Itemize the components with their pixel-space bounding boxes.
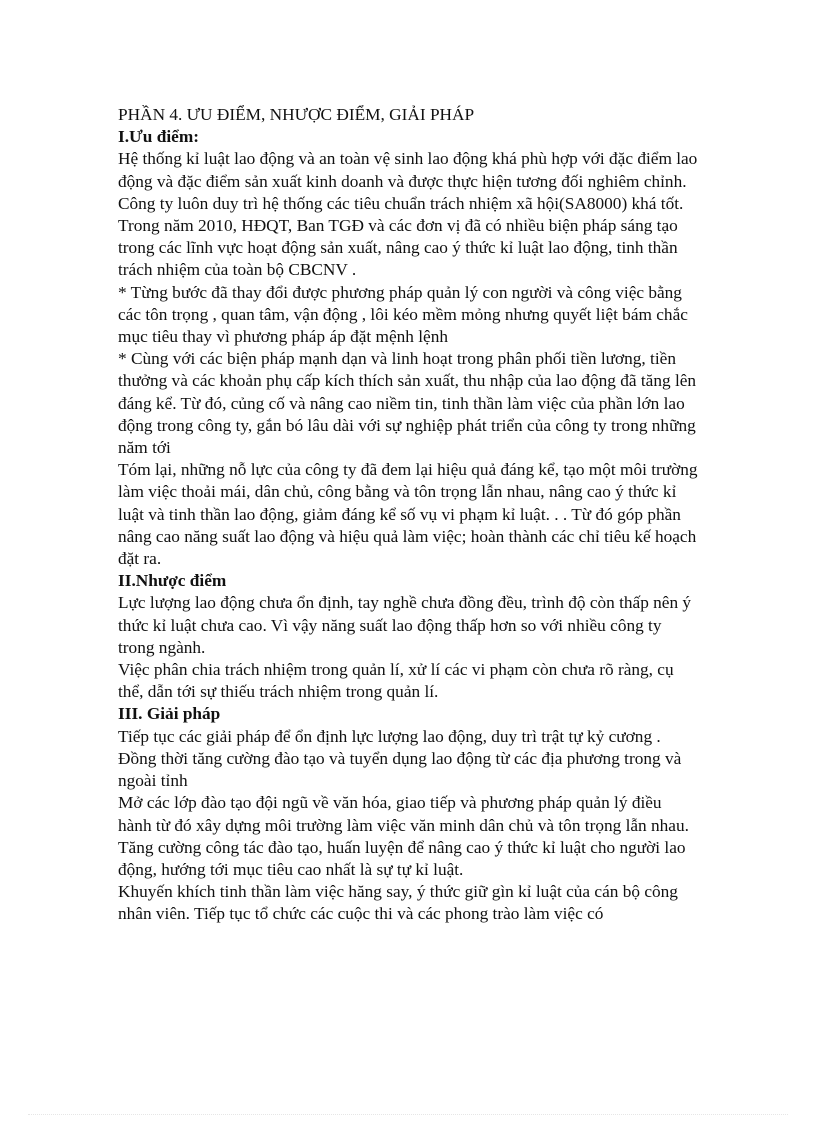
paragraph: Trong năm 2010, HĐQT, Ban TGĐ và các đơn vị đã có nhiều biện pháp sáng tạo trong các lĩnh vực hoạt động sản xuất, nâng cao ý thức kỉ luật lao động, tinh thần trách nhiệm của toàn bộ CBCNV .: [118, 216, 678, 280]
paragraph: Hệ thống kỉ luật lao động và an toàn vệ sinh lao động khá phù hợp với đặc điểm lao động và đặc điểm sản xuất kinh doanh và được thực hiện tương đối nghiêm chỉnh.: [118, 149, 698, 191]
paragraph: Việc phân chia trách nhiệm trong quản lí, xử lí các vi phạm còn chưa rõ ràng, cụ thể, dẫn tới sự thiếu trách nhiệm trong quản lí.: [118, 660, 674, 702]
paragraph: * Cùng với các biện pháp mạnh dạn và linh hoạt trong phân phối tiền lương, tiền thưởng và các khoản phụ cấp kích thích sản xuất, thu nhập của lao động đã tăng lên đáng kể. Từ đó, củng cố và nâng cao niềm tin, tinh thần làm việc của phần lớn lao động trong công ty, gắn bó lâu dài với sự nghiệp phát triển của công ty trong những năm tới: [118, 349, 697, 458]
document-title: PHẦN 4. ƯU ĐIỂM, NHƯỢC ĐIỂM, GIẢI PHÁP: [118, 105, 475, 124]
section-heading-solutions: III. Giải pháp: [118, 704, 221, 724]
paragraph: * Từng bước đã thay đổi được phương pháp quản lý con người và công việc bằng các tôn trọng , quan tâm, vận động , lôi kéo mềm mỏng nhưng quyết liệt bám chắc mục tiêu thay vì phương pháp áp đặt mệnh lệnh: [118, 282, 688, 347]
paragraph: Công ty luôn duy trì hệ thống các tiêu chuẩn trách nhiệm xã hội(SA8000) khá tốt.: [118, 193, 684, 213]
section-heading-disadvantages: II.Nhược điểm: [118, 571, 227, 591]
document-body: [118, 104, 698, 926]
page-bottom-border: [28, 1114, 788, 1115]
paragraph: Tóm lại, những nỗ lực của công ty đã đem lại hiệu quả đáng kể, tạo một môi trường làm việc thoải mái, dân chủ, công bằng và tôn trọng lẫn nhau, nâng cao ý thức kỉ luật và tinh thần lao động, giảm đáng kể số vụ vi phạm kỉ luật. . . Từ đó góp phần nâng cao năng suất lao động và hiệu quả làm việc; hoàn thành các chỉ tiêu kế hoạch đặt ra.: [118, 460, 698, 569]
section-heading-advantages: I.Ưu điểm:: [118, 127, 199, 147]
paragraph: Mở các lớp đào tạo đội ngũ về văn hóa, giao tiếp và phương pháp quản lý điều hành từ đó xây dựng môi trường làm việc văn minh dân chủ và tôn trọng lẫn nhau.: [118, 793, 689, 835]
paragraph: Tăng cường công tác đào tạo, huấn luyện để nâng cao ý thức kỉ luật cho người lao động, hướng tới mục tiêu cao nhất là sự tự kỉ luật.: [118, 837, 686, 879]
paragraph: Tiếp tục các giải pháp để ổn định lực lượng lao động, duy trì trật tự kỷ cương . Đồng thời tăng cường đào tạo và tuyển dụng lao động từ các địa phương trong và ngoài tỉnh: [118, 726, 682, 791]
paragraph: Lực lượng lao động chưa ổn định, tay nghề chưa đồng đều, trình độ còn thấp nên ý thức kỉ luật chưa cao. Vì vậy năng suất lao động thấp hơn so với nhiều công ty trong ngành.: [118, 593, 692, 657]
paragraph: Khuyến khích tinh thần làm việc hăng say, ý thức giữ gìn kỉ luật của cán bộ công nhân viên. Tiếp tục tổ chức các cuộc thi và các phong trào làm việc có: [118, 882, 678, 924]
